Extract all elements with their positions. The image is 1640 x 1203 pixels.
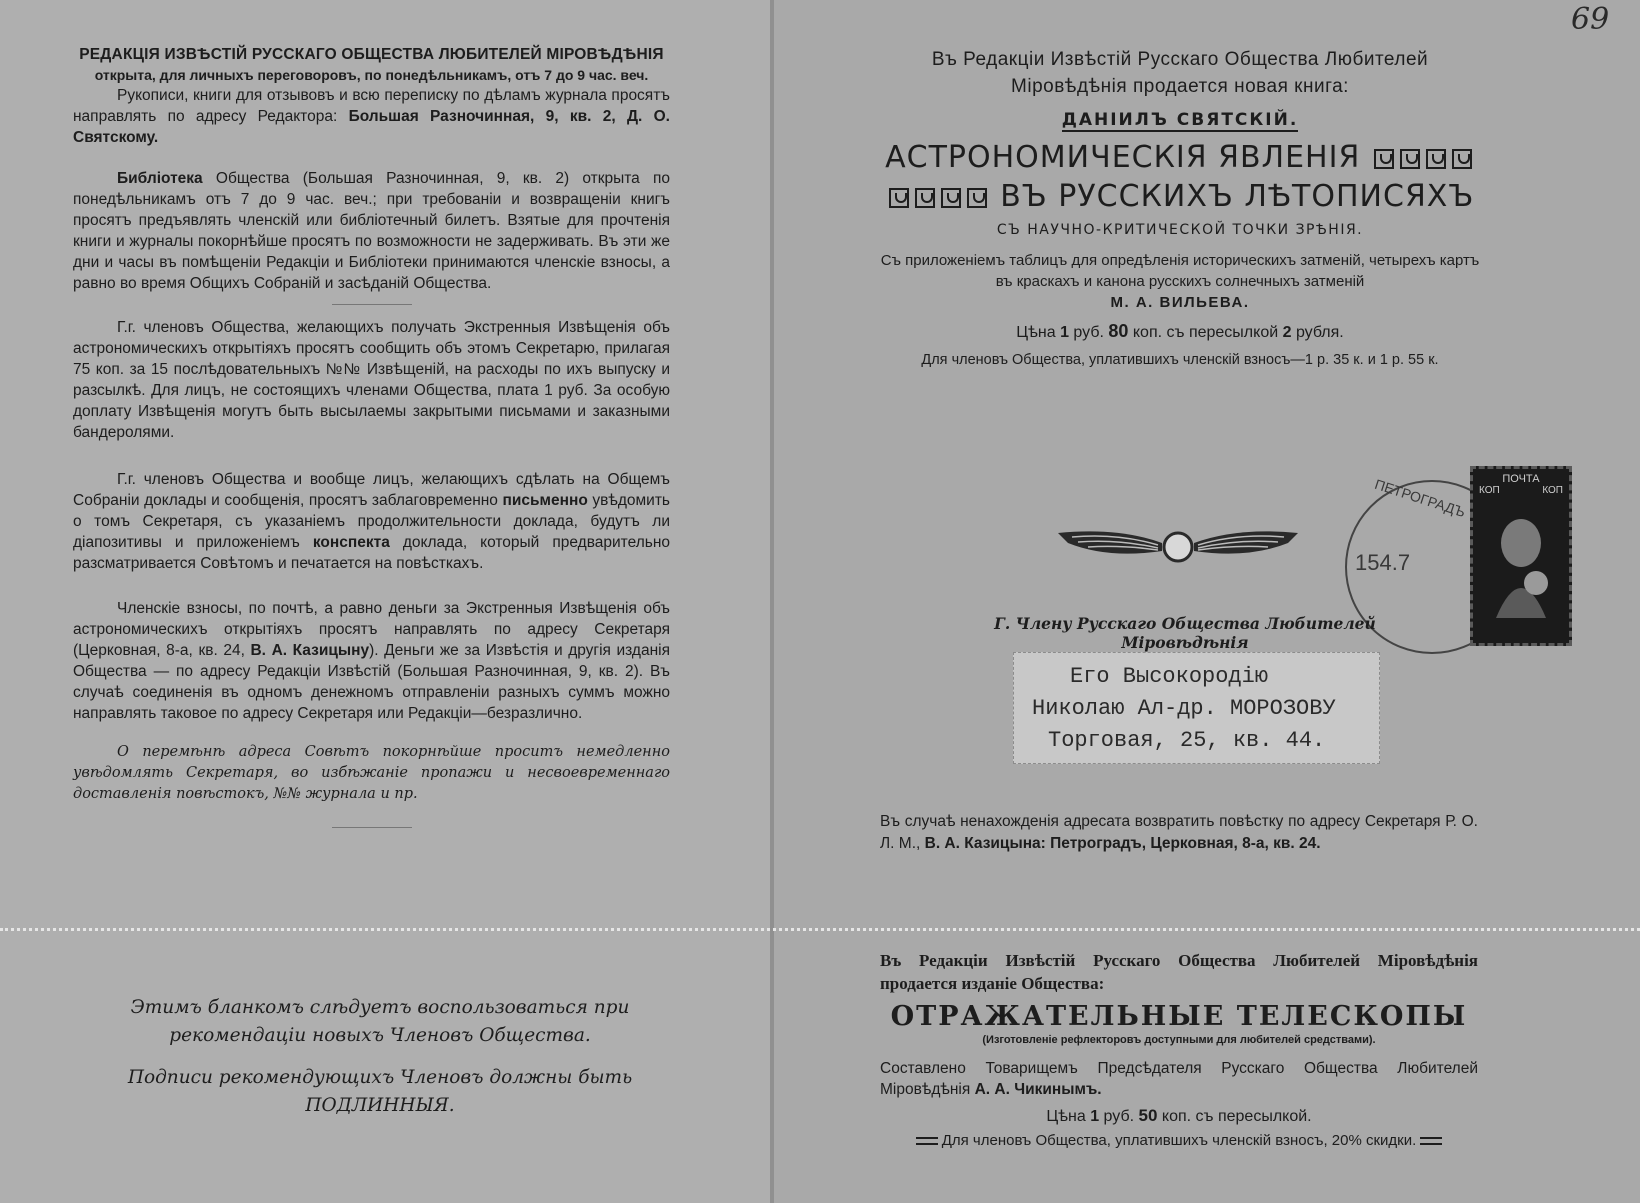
telescope-compiled — [880, 1058, 1478, 1100]
address-line-3: Торговая, 25, кв. 44. — [1048, 728, 1326, 753]
perforation-line — [0, 928, 1640, 931]
double-rule-icon — [916, 1137, 938, 1145]
editorial-hours: открыта, для личныхъ переговоровъ, по понедѣльникамъ, отъ 7 до 9 час. веч. — [94, 67, 649, 83]
ornament-icon — [1452, 149, 1472, 169]
book-author-text: ДАНІИЛЪ СВЯТСКІЙ. — [1061, 110, 1299, 130]
stamp-value-right: КОП — [1542, 485, 1563, 496]
price-post: 2 — [1282, 324, 1292, 341]
winged-emblem-icon — [1058, 525, 1298, 567]
tprice-a: Цѣна — [1046, 1108, 1091, 1125]
price-kop: 80 — [1108, 321, 1129, 341]
reports-paragraph — [73, 469, 670, 574]
book-title-line2 — [880, 179, 1480, 214]
double-rule-icon — [1420, 1137, 1442, 1145]
ornament-icon — [1374, 149, 1394, 169]
price-b: руб. — [1068, 324, 1109, 341]
book-ad — [880, 46, 1480, 368]
appendix-author: М. А. ВИЛЬЕВА. — [1110, 294, 1250, 311]
library-text: Общества (Большая Разночинная, 9, кв. 2) открыта по понедѣльникамъ отъ 7 до 9 час. веч.; при требованіи и возвращеніи книгъ просятъ предъявлять членскій или библіотечный билетъ. Взятые для прочтенія книги и журналы покорнѣйше просятъ по возможности не задерживать. Въ эти же дни и часы въ помѣщеніи Редакціи и Библіотеки принимаются членскіе взносы, а равно во время Общихъ Собраній и засѣданій Общества. — [73, 170, 670, 292]
separator — [332, 827, 412, 828]
reports-text-c: увѣдомить о томъ Секретаря, съ указаніемъ продолжительности доклада, будутъ ли діапозитивы и приложеніемъ — [73, 492, 670, 551]
ornament-icon — [915, 188, 935, 208]
stamp-portrait-icon — [1476, 498, 1566, 628]
postage-stamp — [1470, 466, 1572, 646]
telescope-price — [880, 1106, 1478, 1126]
left-column — [73, 44, 670, 828]
fees-text-c: ). Деньги же за Извѣстія и другія изданія Общества — по адресу Редакціи Извѣстій (Большая Разночинная, 9, кв. 2). Въ случаѣ соединенія въ одномъ денежномъ отправленіи разныхъ суммъ можно направлять таковое по адресу Секретаря или Редакціи—безразлично. — [73, 642, 670, 722]
reports-text-a: Г.г. членовъ Общества и вообще лицъ, желающихъ сдѣлать на Общемъ Собраніи доклады и сообщенія, просятъ заблаговременно — [73, 471, 670, 509]
telescope-ad — [880, 949, 1478, 1149]
discount-text: Для членовъ Общества, уплатившихъ членскій взносъ, 20% скидки. — [941, 1132, 1417, 1149]
book-price — [880, 321, 1480, 342]
telescope-subtitle: (Изготовленіе рефлекторовъ доступными для любителей средствами). — [982, 1034, 1376, 1046]
tprice-c: коп. съ пересылкой. — [1157, 1108, 1312, 1125]
address-line-1: Его Высокородію — [1070, 664, 1269, 689]
telescope-ad-intro: Въ Редакціи Извѣстій Русскаго Общества Любителей Міровѣдѣнія продается изданіе Общества: — [880, 951, 1478, 993]
postmark-date: 154.7 — [1355, 550, 1411, 575]
book-appendix: Съ приложеніемъ таблицъ для опредѣленія историческихъ затменій, четырехъ картъ въ краскахъ и канона русскихъ солнечныхъ затменій — [880, 252, 1480, 290]
book-title-text1: АСТРОНОМИЧЕСКІЯ ЯВЛЕНІЯ — [885, 140, 1361, 175]
postmark-city: ПЕТРОГРАДЪ — [1372, 475, 1468, 521]
compiler-name: А. А. Чикинымъ. — [974, 1081, 1102, 1098]
book-title-text2: ВЪ РУССКИХЪ ЛѢТОПИСЯХЪ — [1000, 179, 1475, 214]
tprice-b: руб. — [1099, 1108, 1139, 1125]
price-a: Цѣна — [1016, 324, 1061, 341]
folio-number: 69 — [1571, 2, 1610, 37]
members-price: Для членовъ Общества, уплатившихъ членскій взносъ—1 р. 35 к. и 1 р. 55 к. — [921, 352, 1439, 368]
book-subtitle: СЪ НАУЧНО-КРИТИЧЕСКОЙ ТОЧКИ ЗРѢНІЯ. — [996, 222, 1364, 238]
stamp-values — [1473, 485, 1569, 496]
return-text: Въ случаѣ ненахожденія адресата возвратить повѣстку по адресу Секретаря Р. О. Л. М., — [880, 813, 1478, 852]
compiled-text: Составлено Товарищемъ Предсѣдателя Русскаго Общества Любителей Міровѣдѣнія — [880, 1060, 1478, 1098]
signatures-text: Подписи рекомендующихъ Членовъ должны быть ПОДЛИННЫЯ. — [127, 1067, 633, 1116]
telescope-discount — [880, 1132, 1478, 1149]
price-d: рубля. — [1291, 324, 1344, 341]
ornament-icon — [967, 188, 987, 208]
recipient-line: Г. Члену Русскаго Общества Любителей Міровѣдѣнія — [994, 614, 1376, 652]
recommendation-text: Этимъ бланкомъ слѣдуетъ воспользоваться при рекомендаціи новыхъ Членовъ Общества. — [130, 997, 630, 1046]
recommendation-note — [110, 994, 650, 1120]
library-lead: Библіотека — [117, 170, 203, 187]
address-line-2: Николаю Ал-др. МОРОЗОВУ — [1032, 696, 1336, 721]
library-paragraph — [73, 168, 670, 294]
manuscripts-paragraph — [73, 85, 670, 148]
manuscripts-text: Рукописи, книги для отзывовъ и всю переписку по дѣламъ журнала просятъ направлять по адресу Редактора: — [73, 87, 670, 125]
reports-bold-summary: конспекта — [312, 534, 390, 551]
ornament-icon — [889, 188, 909, 208]
secretary-address: В. А. Казицына: Петроградъ, Церковная, 8-а, кв. 24. — [924, 835, 1321, 852]
ornament-icon — [941, 188, 961, 208]
reports-bold-written: письменно — [502, 492, 588, 509]
price-c: коп. съ пересылкой — [1128, 324, 1283, 341]
book-title-line1 — [880, 140, 1480, 175]
address-change-note: О перемѣнѣ адреса Совѣтъ покорнѣйше проситъ немедленно увѣдомлять Секретаря, во избѣжаніе пропажи и несвоевременнаго доставленія повѣстокъ, №№ журнала и пр. — [73, 744, 670, 802]
book-ad-intro: Въ Редакціи Извѣстій Русскаго Общества Любителей Міровѣдѣнія продается новая книга: — [931, 49, 1429, 97]
fees-text-a: Членскіе взносы, по почтѣ, а равно деньги за Экстренныя Извѣщенія объ астрономическихъ открытіяхъ просятъ направлять по адресу Секретаря (Церковная, 8-а, кв. 24, — [73, 600, 670, 659]
tprice-rub: 1 — [1090, 1108, 1100, 1125]
return-instruction — [880, 811, 1478, 855]
tprice-kop: 50 — [1138, 1106, 1158, 1125]
secretary-name: В. А. Казицыну — [250, 642, 370, 659]
ornament-icon — [1426, 149, 1446, 169]
telescope-title: ОТРАЖАТЕЛЬНЫЕ ТЕЛЕСКОПЫ — [890, 1001, 1468, 1032]
bulletins-paragraph: Г.г. членовъ Общества, желающихъ получать Экстренныя Извѣщенія объ астрономическихъ открытіяхъ просятъ сообщить объ этомъ Секретарю, прилагая 75 коп. за 15 послѣдовательныхъ №№ Извѣщеній, на расходы по ихъ выпуску и разсылкѣ. Для лицъ, не состоящихъ членами Общества, плата 1 руб. За особую доплату Извѣщенія могутъ быть высылаемы закрытыми письмами и заказными бандеролями. — [73, 319, 670, 441]
stamp-value-left: КОП — [1479, 485, 1500, 496]
editor-address: Большая Разночинная, 9, кв. 2, Д. О. Святскому. — [73, 108, 670, 146]
editorial-header: РЕДАКЦІЯ ИЗВѢСТІЙ РУССКАГО ОБЩЕСТВА ЛЮБИТЕЛЕЙ МІРОВѢДѢНІЯ — [79, 46, 664, 63]
fees-paragraph — [73, 598, 670, 724]
price-rub: 1 — [1060, 324, 1069, 341]
ornament-icon — [1400, 149, 1420, 169]
address-label — [1013, 652, 1380, 764]
book-author — [880, 110, 1480, 130]
stamp-top: ПОЧТА — [1502, 473, 1540, 485]
reports-text-d: доклада, который предварительно разсматривается Совѣтомъ и печатается на повѣсткахъ. — [73, 534, 670, 572]
